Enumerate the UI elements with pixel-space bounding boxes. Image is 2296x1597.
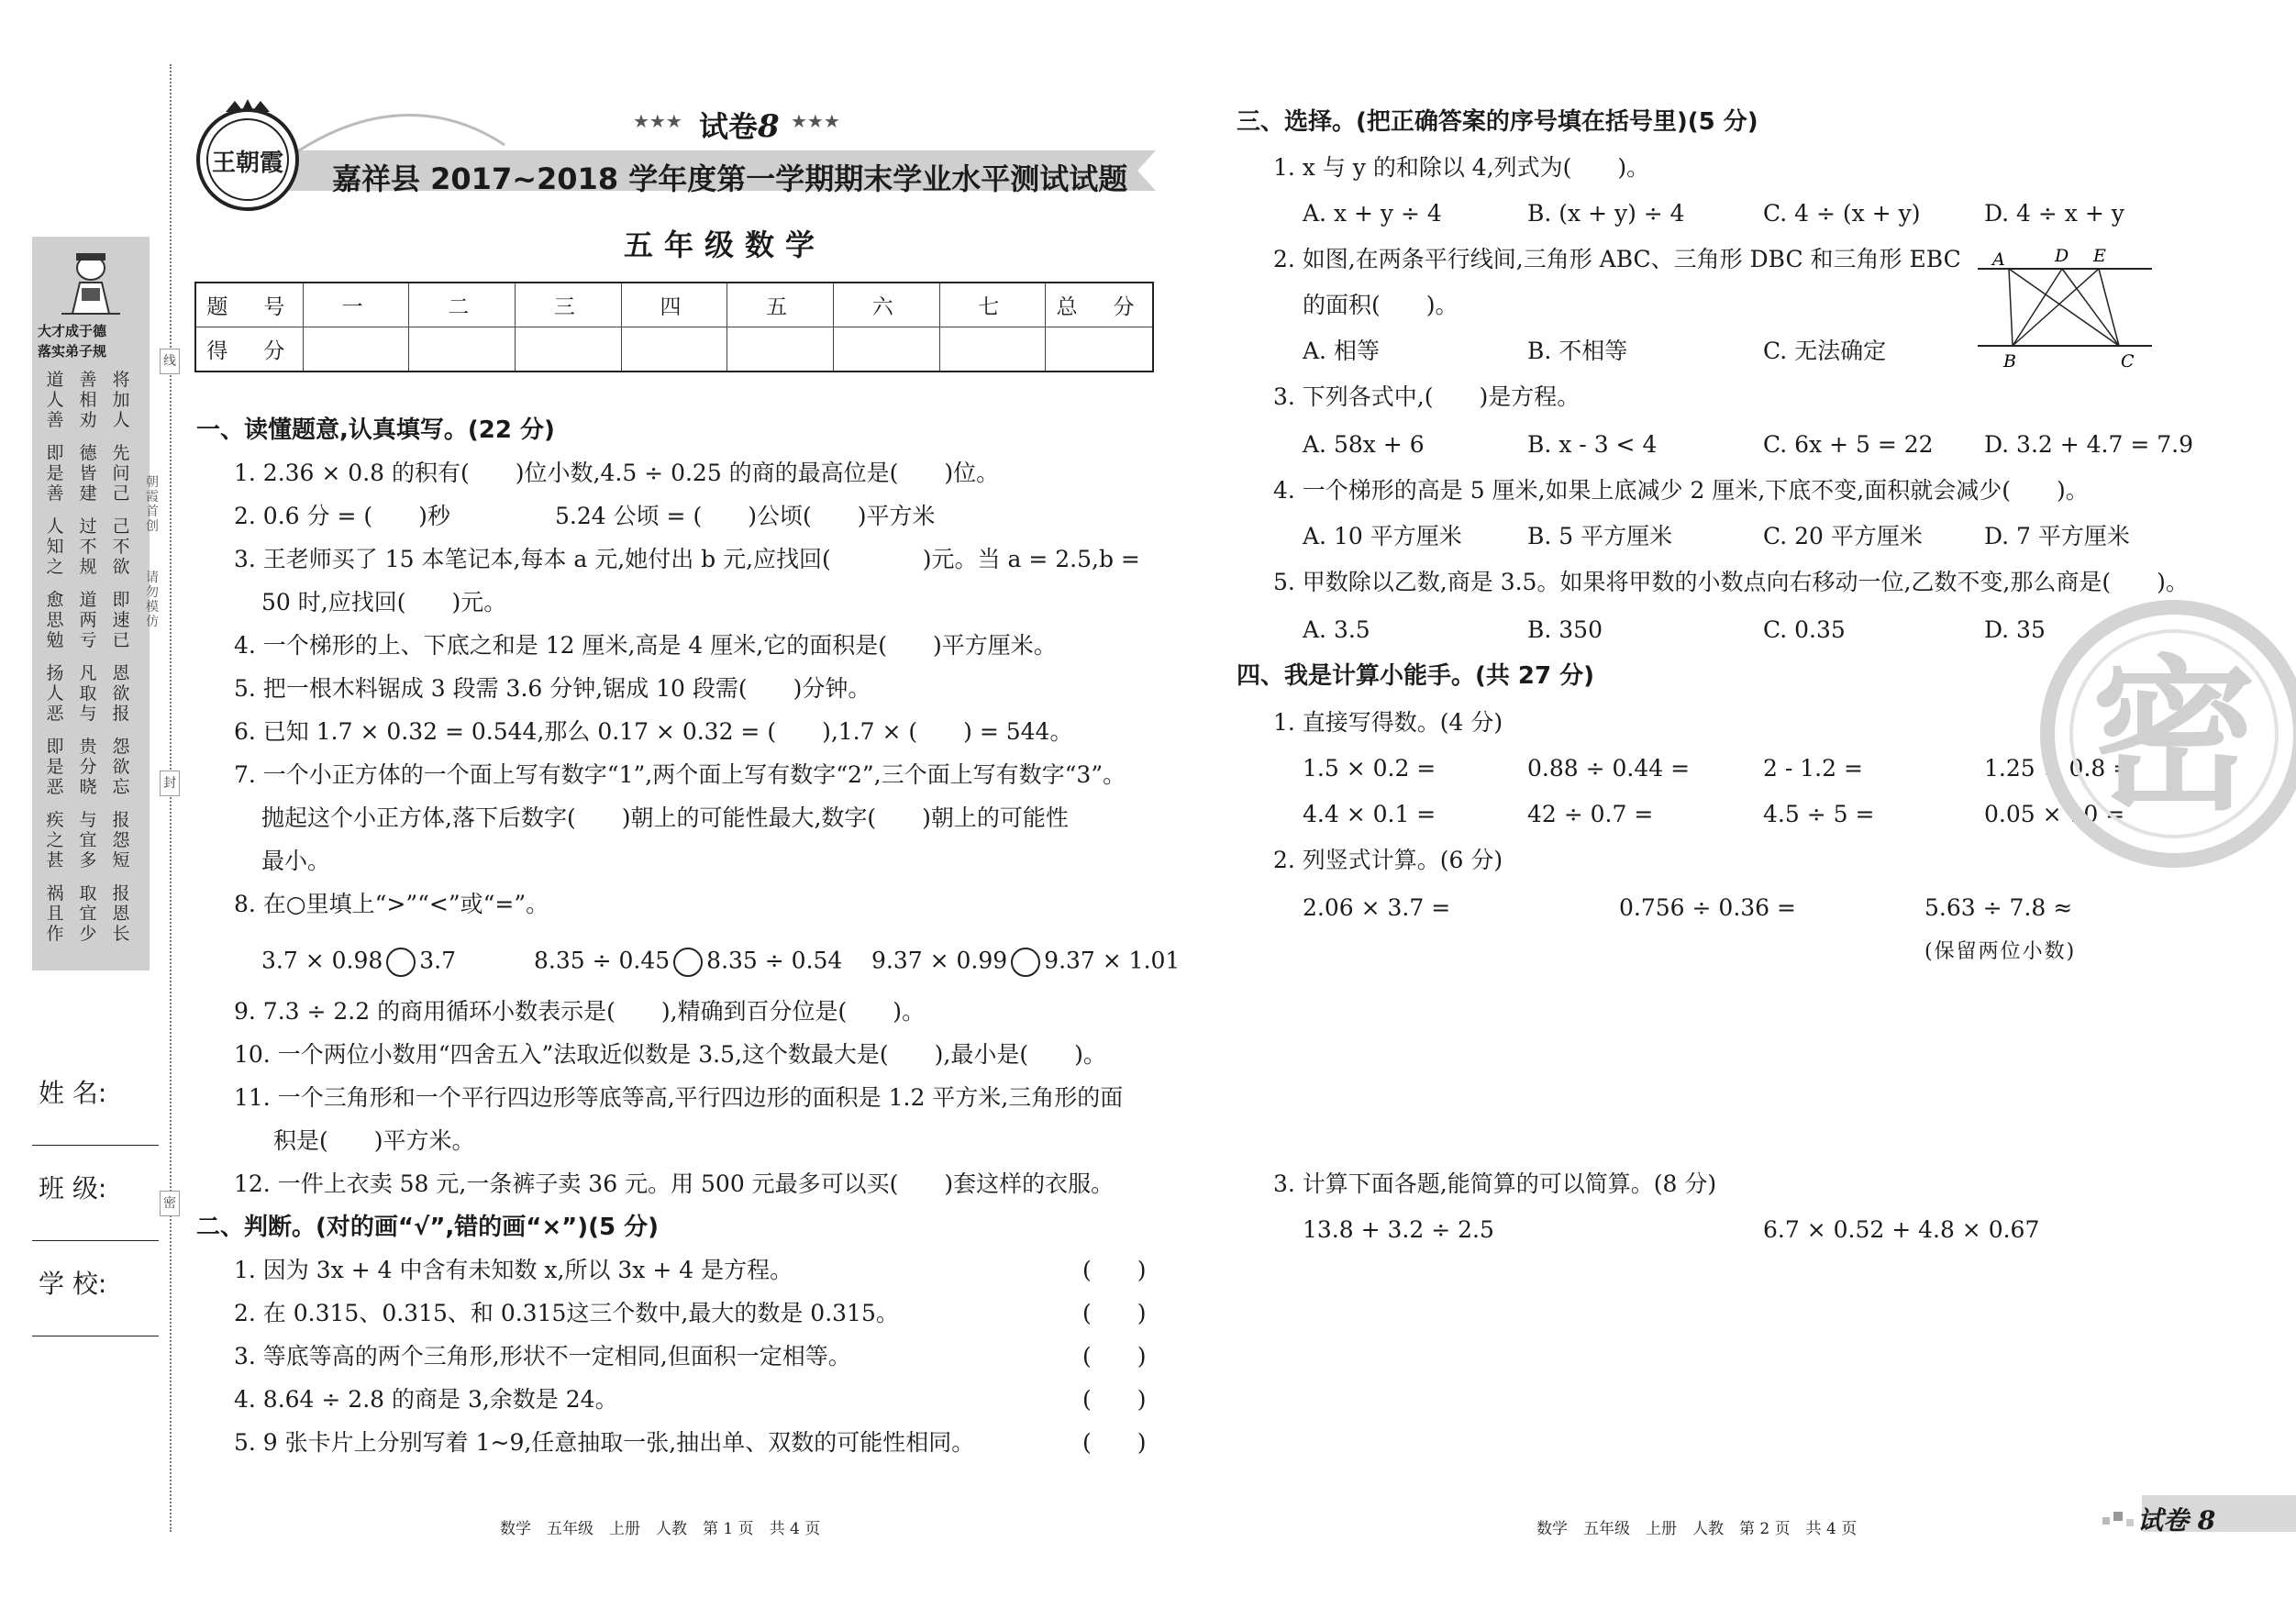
s3-q5: 5. 甲数除以乙数,商是 3.5。如果将甲数的小数点向右移动一位,乙数不变,那么商是( )。	[1273, 569, 2189, 595]
stars-right: ★★★	[791, 110, 840, 132]
choice-option[interactable]: B. 350	[1527, 616, 1603, 643]
footer-left: 数学 五年级 上册 人教 第 1 页 共 4 页	[500, 1520, 821, 1538]
motto-column: 道人善	[46, 370, 64, 430]
score-cell[interactable]	[833, 327, 939, 372]
score-cell[interactable]	[303, 327, 409, 372]
s1-q11a: 11. 一个三角形和一个平行四边形等底等高,平行四边形的面积是 1.2 平方米,三角形的面	[234, 1084, 1124, 1111]
score-header-cell: 一	[303, 283, 409, 327]
choice-option[interactable]: B. (x + y) ÷ 4	[1527, 200, 1685, 227]
logo-text: 王朝霞	[211, 150, 284, 177]
fig-label-e: E	[2093, 246, 2106, 266]
choice-option[interactable]: C. 0.35	[1763, 616, 1846, 643]
judgement-answer-paren[interactable]: ( )	[1082, 1343, 1147, 1370]
choice-option[interactable]: A. 3.5	[1303, 616, 1370, 643]
motto-column: 即是善	[46, 443, 64, 504]
s1-q8: 8. 在○里填上“>”“<”或“=”。	[234, 891, 549, 917]
score-header-cell: 五	[727, 283, 834, 327]
direct-calc-item: 4.4 × 0.1 =	[1303, 801, 1436, 827]
s1-q11b: 积是( )平方米。	[273, 1127, 475, 1154]
motto-column: 即速已	[112, 590, 130, 650]
compare-circle-a[interactable]	[386, 948, 416, 977]
exam-title: 嘉祥县 2017~2018 学年度第一学期期末学业水平测试试题	[332, 161, 1128, 196]
score-header-cell: 六	[833, 283, 939, 327]
school-label: 学 校:	[39, 1269, 107, 1299]
footer-right: 数学 五年级 上册 人教 第 2 页 共 4 页	[1536, 1520, 1858, 1538]
motto-column: 贵分晓	[79, 737, 97, 797]
parallel-lines-figure	[1972, 243, 2156, 372]
paper-badge: 试卷8	[699, 108, 780, 145]
side-note-1: 朝霞首创	[146, 475, 159, 534]
judgement-item: 5. 9 张卡片上分别写着 1~9,任意抽取一张,抽出单、双数的可能性相同。	[234, 1429, 975, 1456]
s1-q8c: 9.37 × 0.99 9.37 × 1.01	[871, 948, 1180, 977]
seal-marker-seal: 封	[160, 771, 180, 796]
direct-calc-item: 0.88 ÷ 0.44 =	[1527, 755, 1691, 782]
judgement-answer-paren[interactable]: ( )	[1082, 1386, 1147, 1413]
motto-column: 愈思勉	[46, 590, 64, 650]
s1-q3a: 3. 王老师买了 15 本笔记本,每本 a 元,她付出 b 元,应找回( )元。当 a = 2.5,b =	[234, 546, 1140, 572]
score-cell[interactable]	[516, 327, 622, 372]
score-header-cell: 总 分	[1046, 283, 1153, 327]
score-table-header-row	[195, 283, 1153, 327]
section1-heading: 一、读懂题意,认真填写。(22 分)	[196, 416, 555, 444]
score-cell[interactable]	[939, 327, 1046, 372]
motto-banner-2: 落实弟子规	[38, 343, 107, 360]
direct-calc-item: 0.05 × 10 =	[1984, 801, 2125, 827]
choice-option[interactable]: C. 无法确定	[1763, 338, 1887, 364]
footer-paper-tag: 试卷 8	[2137, 1505, 2216, 1536]
s1-q4: 4. 一个梯形的上、下底之和是 12 厘米,高是 4 厘米,它的面积是( )平方厘米。	[234, 632, 1057, 659]
s1-q7b: 抛起这个小正方体,落下后数字( )朝上的可能性最大,数字( )朝上的可能性	[261, 804, 1069, 831]
student-illustration	[54, 246, 128, 317]
s1-q5: 5. 把一根木料锯成 3 段需 3.6 分钟,锯成 10 段需( )分钟。	[234, 675, 871, 702]
direct-calc-item: 4.5 ÷ 5 =	[1763, 801, 1875, 827]
score-header-cell: 三	[516, 283, 622, 327]
choice-option[interactable]: C. 6x + 5 = 22	[1763, 431, 1934, 458]
class-label: 班 级:	[39, 1173, 107, 1203]
direct-calc-item: 2 - 1.2 =	[1763, 755, 1863, 782]
binding-line	[170, 64, 172, 1532]
score-header-cell: 七	[939, 283, 1046, 327]
motto-column: 德皆建	[79, 443, 97, 504]
s1-q3b: 50 时,应找回( )元。	[261, 589, 507, 616]
name-line[interactable]	[32, 1145, 159, 1146]
s3-q2b: 的面积( )。	[1303, 292, 1459, 318]
vertical-calc-item: 5.63 ÷ 7.8 ≈	[1924, 894, 2073, 921]
score-cell[interactable]	[1046, 327, 1153, 372]
s3-q3: 3. 下列各式中,( )是方程。	[1273, 383, 1581, 410]
score-cell[interactable]	[409, 327, 516, 372]
s4-p2-note: (保留两位小数)	[1924, 940, 2077, 963]
stars-left: ★★★	[633, 110, 682, 132]
s3-q2a: 2. 如图,在两条平行线间,三角形 ABC、三角形 DBC 和三角形 EBC	[1273, 246, 1961, 272]
motto-column: 凡取与	[79, 663, 97, 724]
motto-column: 祸且作	[46, 883, 64, 944]
seal-marker-secret: 密	[160, 1191, 180, 1216]
motto-column: 恩欲报	[112, 663, 130, 724]
motto-column: 过不规	[79, 516, 97, 577]
judgement-answer-paren[interactable]: ( )	[1082, 1257, 1147, 1283]
s1-q8a: 3.7 × 0.98 3.7	[261, 948, 456, 977]
fig-label-d: D	[2055, 246, 2069, 266]
direct-calc-item: 42 ÷ 0.7 =	[1527, 801, 1654, 827]
score-row-label: 得 分	[195, 327, 303, 372]
s3-q4: 4. 一个梯形的高是 5 厘米,如果上底减少 2 厘米,下底不变,面积就会减少( )。	[1273, 477, 2089, 504]
motto-column: 报恩长	[112, 883, 130, 944]
compare-circle-b[interactable]	[673, 948, 703, 977]
s1-q2b: 5.24 公顷 = ( )公顷( )平方米	[555, 503, 936, 529]
compare-circle-c[interactable]	[1011, 948, 1040, 977]
subject-title: 五年级数学	[624, 227, 826, 262]
choice-option[interactable]: D. 3.2 + 4.7 = 7.9	[1984, 431, 2194, 458]
motto-column: 与宜多	[79, 810, 97, 871]
name-label: 姓 名:	[39, 1078, 107, 1108]
class-line[interactable]	[32, 1240, 159, 1241]
judgement-answer-paren[interactable]: ( )	[1082, 1429, 1147, 1456]
score-header-cell: 题 号	[195, 283, 303, 327]
s4-p1: 1. 直接写得数。(4 分)	[1273, 709, 1503, 736]
s1-q6: 6. 已知 1.7 × 0.32 = 0.544,那么 0.17 × 0.32 = ( ),1.7 × ( ) = 544。	[234, 718, 1073, 745]
motto-column: 己不欲	[112, 516, 130, 577]
section4-heading: 四、我是计算小能手。(共 27 分)	[1237, 662, 1595, 690]
choice-option[interactable]: D. 35	[1984, 616, 2046, 643]
choice-option[interactable]: A. 58x + 6	[1303, 431, 1425, 458]
score-table	[194, 282, 1154, 372]
choice-option[interactable]: A. 相等	[1303, 338, 1380, 364]
s1-q9: 9. 7.3 ÷ 2.2 的商用循环小数表示是( ),精确到百分位是( )。	[234, 998, 926, 1025]
fig-label-c: C	[2121, 351, 2135, 372]
vertical-calc-item: 0.756 ÷ 0.36 =	[1619, 894, 1796, 921]
s1-q7c: 最小。	[261, 848, 331, 874]
motto-banner-1: 大才成于德	[38, 323, 107, 339]
side-note-2: 请勿模仿	[146, 571, 159, 629]
s1-q12: 12. 一件上衣卖 58 元,一条裤子卖 36 元。用 500 元最多可以买( )套这样的衣服。	[234, 1170, 1115, 1197]
choice-option[interactable]: B. 5 平方厘米	[1527, 523, 1673, 549]
score-cell[interactable]	[621, 327, 727, 372]
judgement-item: 2. 在 0.315、0.315、和 0.315这三个数中,最大的数是 0.315。	[234, 1300, 899, 1326]
motto-column: 取宜少	[79, 883, 97, 944]
simplify-calc-item: 13.8 + 3.2 ÷ 2.5	[1303, 1216, 1494, 1243]
motto-column: 人知之	[46, 516, 64, 577]
score-table-score-row[interactable]	[195, 327, 1153, 372]
motto-column: 即是恶	[46, 737, 64, 797]
s1-q8b: 8.35 ÷ 0.45 8.35 ÷ 0.54	[534, 948, 842, 977]
secret-stamp-icon	[2027, 596, 2296, 871]
motto-panel	[32, 237, 150, 970]
choice-option[interactable]: A. x + y ÷ 4	[1303, 200, 1442, 227]
s1-q2a: 2. 0.6 分 = ( )秒	[234, 503, 450, 529]
s3-q1: 1. x 与 y 的和除以 4,列式为( )。	[1273, 154, 1650, 181]
section3-heading: 三、选择。(把正确答案的序号填在括号里)(5 分)	[1237, 108, 1758, 136]
motto-column: 疾之甚	[46, 810, 64, 871]
judgement-item: 1. 因为 3x + 4 中含有未知数 x,所以 3x + 4 是方程。	[234, 1257, 793, 1283]
judgement-item: 3. 等底等高的两个三角形,形状不一定相同,但面积一定相等。	[234, 1343, 851, 1370]
footer-deco-icon	[2101, 1504, 2137, 1532]
motto-column: 道两亏	[79, 590, 97, 650]
s1-q1: 1. 2.36 × 0.8 的积有( )位小数,4.5 ÷ 0.25 的商的最高位是( )位。	[234, 460, 1000, 486]
stamp-text: 密	[2091, 641, 2257, 833]
motto-column: 报怨短	[112, 810, 130, 871]
s4-p2: 2. 列竖式计算。(6 分)	[1273, 847, 1503, 873]
vertical-calc-item: 2.06 × 3.7 =	[1303, 894, 1451, 921]
direct-calc-item: 1.25 × 0.8 =	[1984, 755, 2133, 782]
simplify-calc-item: 6.7 × 0.52 + 4.8 × 0.67	[1763, 1216, 2040, 1243]
score-cell[interactable]	[727, 327, 834, 372]
judgement-item: 4. 8.64 ÷ 2.8 的商是 3,余数是 24。	[234, 1386, 618, 1413]
motto-column: 善相劝	[79, 370, 97, 430]
choice-option[interactable]: A. 10 平方厘米	[1303, 523, 1462, 549]
section2-heading: 二、判断。(对的画“√”,错的画“×”)(5 分)	[196, 1214, 660, 1241]
choice-option[interactable]: C. 20 平方厘米	[1763, 523, 1923, 549]
choice-option[interactable]: B. 不相等	[1527, 338, 1628, 364]
motto-column: 先问己	[112, 443, 130, 504]
s1-q10: 10. 一个两位小数用“四舍五入”法取近似数是 3.5,这个数最大是( ),最小是( )。	[234, 1041, 1106, 1068]
fig-label-a: A	[1992, 250, 2005, 270]
choice-option[interactable]: D. 4 ÷ x + y	[1984, 200, 2124, 227]
motto-column: 将加人	[112, 370, 130, 430]
motto-column: 怨欲忘	[112, 737, 130, 797]
direct-calc-item: 1.5 × 0.2 =	[1303, 755, 1436, 782]
score-header-cell: 二	[409, 283, 516, 327]
s1-q7a: 7. 一个小正方体的一个面上写有数字“1”,两个面上写有数字“2”,三个面上写有数字“3”。	[234, 761, 1126, 788]
fig-label-b: B	[2003, 351, 2016, 372]
seal-marker-line: 线	[160, 349, 180, 374]
judgement-answer-paren[interactable]: ( )	[1082, 1300, 1147, 1326]
choice-option[interactable]: C. 4 ÷ (x + y)	[1763, 200, 1921, 227]
choice-option[interactable]: B. x - 3 < 4	[1527, 431, 1658, 458]
motto-column: 扬人恶	[46, 663, 64, 724]
choice-option[interactable]: D. 7 平方厘米	[1984, 523, 2130, 549]
score-header-cell: 四	[621, 283, 727, 327]
s4-p3: 3. 计算下面各题,能简算的可以简算。(8 分)	[1273, 1170, 1717, 1197]
publisher-logo	[193, 99, 303, 213]
